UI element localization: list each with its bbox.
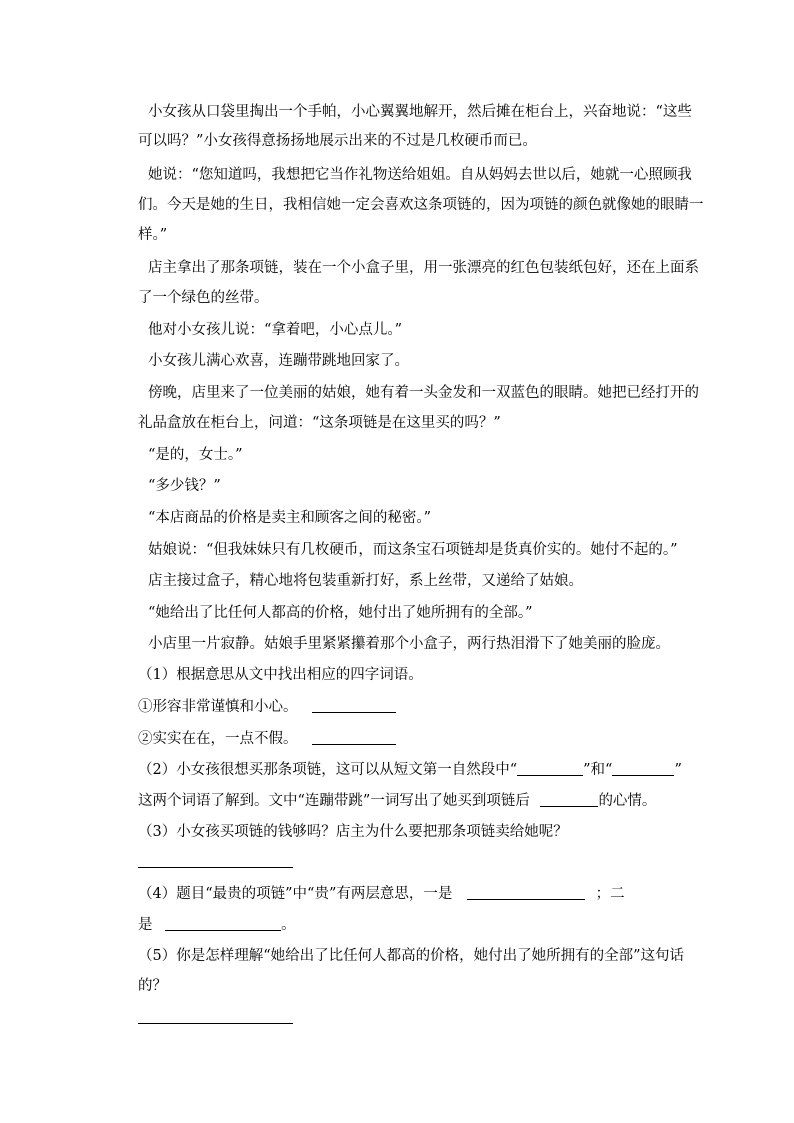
story-paragraph-12: “她给出了比任何人都高的价格，她付出了她所拥有的全部。”	[148, 605, 533, 621]
question-2-text-e: 的心情。	[598, 793, 657, 809]
story-paragraph-9: “本店商品的价格是卖主和顾客之间的秘密。”	[148, 510, 432, 526]
answer-blank-1b[interactable]	[312, 730, 396, 745]
question-4-text-c: 是	[138, 917, 153, 933]
story-paragraph-3-line-1: 店主拿出了那条项链，装在一个小盒子里，用一张漂亮的红色包装纸包好，还在上面系	[148, 260, 699, 276]
story-paragraph-13: 小店里一片寂静。姑娘手里紧紧攥着那个小盒子，两行热泪滑下了她美丽的脸庞。	[148, 636, 670, 652]
question-4-line-1	[138, 884, 625, 904]
story-paragraph-4: 他对小女孩儿说：“拿着吧，小心点儿。”	[148, 322, 403, 338]
question-1a-text: ①形容非常谨慎和小心。	[138, 699, 298, 715]
question-5-line-2: 的？	[138, 978, 167, 994]
answer-blank-2b[interactable]	[612, 761, 674, 776]
question-2-text-a: （2）小女孩很想买那条项链，这可以从短文第一自然段中“	[138, 762, 518, 778]
story-paragraph-2-line-1: 她说：“您知道吗，我想把它当作礼物送给姐姐。自从妈妈去世以后，她就一心照顾我	[148, 167, 692, 183]
story-paragraph-10: 姑娘说：“但我妹妹只有几枚硬币，而这条宝石项链却是货真价实的。她付不起的。”	[148, 542, 678, 558]
story-paragraph-2-line-3: 样。”	[138, 227, 168, 243]
story-paragraph-7: “是的，女士。”	[148, 447, 243, 463]
question-4-line-2	[138, 915, 296, 935]
question-1b	[138, 729, 396, 749]
story-paragraph-1-line-1: 小女孩从口袋里掏出一个手帕，小心翼翼地解开，然后摊在柜台上，兴奋地说：“这些	[148, 104, 692, 120]
question-2-text-b: ”和“	[583, 762, 613, 778]
question-1a	[138, 697, 396, 717]
story-paragraph-11: 店主接过盒子，精心地将包装重新打好，系上丝带，又递给了姑娘。	[148, 573, 583, 589]
question-4-text-a: （4）题目“最贵的项链”中“贵”有两层意思，一是	[138, 886, 453, 902]
story-paragraph-6-line-1: 傍晚，店里来了一位美丽的姑娘，她有着一头金发和一双蓝色的眼睛。她把已经打开的	[148, 385, 699, 401]
answer-blank-1a[interactable]	[312, 698, 396, 713]
answer-line-5[interactable]	[138, 1022, 293, 1024]
answer-blank-2c[interactable]	[540, 792, 598, 807]
answer-blank-4a[interactable]	[467, 885, 585, 900]
question-4-text-b: ；二	[595, 886, 625, 902]
question-3-prompt: （3）小女孩买项链的钱够吗？店主为什么要把那条项链卖给她呢？	[138, 824, 568, 840]
story-paragraph-5: 小女孩儿满心欢喜，连蹦带跳地回家了。	[148, 353, 409, 369]
question-2-line-1	[138, 760, 682, 780]
story-paragraph-3-line-2: 了一个绿色的丝带。	[138, 290, 269, 306]
question-2-text-c: ”	[674, 762, 682, 778]
answer-line-3[interactable]	[138, 866, 293, 868]
story-paragraph-8: “多少钱？”	[148, 478, 221, 494]
question-1-prompt: （1）根据意思从文中找出相应的四字词语。	[138, 667, 423, 683]
answer-blank-2a[interactable]	[517, 761, 583, 776]
story-paragraph-1-line-2: 可以吗？”小女孩得意扬扬地展示出来的不过是几枚硬币而已。	[138, 133, 537, 149]
question-4-text-d: 。	[281, 917, 296, 933]
question-1b-text: ②实实在在，一点不假。	[138, 731, 298, 747]
question-2-line-2	[138, 791, 656, 811]
question-2-text-d: 这两个词语了解到。文中“连蹦带跳”一词写出了她买到项链后	[138, 793, 530, 809]
answer-blank-4b[interactable]	[165, 916, 281, 931]
story-paragraph-2-line-2: 们。今天是她的生日，我相信她一定会喜欢这条项链的，因为项链的颜色就像她的眼睛一	[138, 197, 704, 213]
question-5-line-1: （5）你是怎样理解“她给出了比任何人都高的价格，她付出了她所拥有的全部”这句话	[138, 948, 685, 964]
story-paragraph-6-line-2: 礼品盒放在柜台上，问道：“这条项链是在这里买的吗？”	[138, 415, 501, 431]
